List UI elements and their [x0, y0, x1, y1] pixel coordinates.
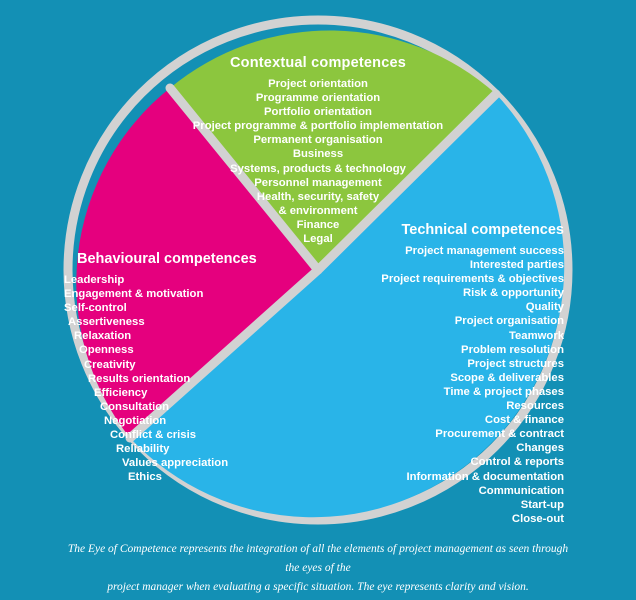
- technical-item: Teamwork: [508, 329, 564, 342]
- contextual-item: Business: [292, 148, 344, 161]
- behavioural-item: Creativity: [84, 358, 136, 371]
- behavioural-item: Assertiveness: [68, 316, 145, 329]
- caption-line-2: project manager when evaluating a specific situation. The eye represents clarity and vision.: [107, 581, 529, 593]
- contextual-item: Portfolio orientation: [264, 106, 372, 119]
- technical-item: Scope & deliverables: [450, 371, 564, 384]
- technical-competences-block: [348, 221, 564, 526]
- contextual-item: Project programme & portfolio implementation: [192, 120, 444, 133]
- contextual-heading: Contextual competences: [229, 55, 407, 71]
- behavioural-item: Negotiation: [104, 414, 167, 427]
- technical-item: Start-up: [520, 498, 564, 511]
- contextual-competences-block: [176, 54, 460, 246]
- technical-item: Close-out: [511, 512, 564, 525]
- behavioural-item: Values appreciation: [122, 457, 229, 470]
- behavioural-item: Consultation: [100, 400, 170, 413]
- technical-item: Risk & opportunity: [462, 287, 564, 300]
- behavioural-item: Engagement & motivation: [64, 288, 204, 301]
- technical-item: Changes: [516, 442, 564, 455]
- contextual-item: Personnel management: [254, 176, 382, 189]
- contextual-item: Project orientation: [268, 78, 368, 90]
- contextual-item: & environment: [278, 204, 358, 217]
- contextual-item: Finance: [296, 218, 340, 231]
- technical-item: Project management success: [405, 245, 564, 257]
- contextual-item: Permanent organisation: [253, 134, 383, 147]
- technical-item: Quality: [525, 301, 564, 314]
- technical-item: Project organisation: [454, 315, 564, 328]
- technical-item: Communication: [478, 484, 564, 497]
- technical-item: Cost & finance: [484, 414, 564, 427]
- contextual-item: Systems, products & technology: [230, 162, 406, 175]
- technical-item: Resources: [506, 400, 564, 413]
- behavioural-item: Relaxation: [74, 330, 132, 343]
- technical-item: Project requirements & objectives: [381, 273, 564, 286]
- technical-item: Procurement & contract: [435, 428, 564, 441]
- diagram-caption: [60, 540, 576, 597]
- technical-item: Information & documentation: [406, 470, 564, 483]
- technical-item: Problem resolution: [461, 343, 564, 356]
- technical-item: Project structures: [467, 357, 564, 370]
- behavioural-competences-block: [64, 250, 276, 484]
- behavioural-heading: Behavioural competences: [77, 251, 257, 267]
- technical-item: Interested parties: [469, 259, 564, 272]
- caption-line-1: The Eye of Competence represents the integration of all the elements of project management as seen through the eyes of the: [67, 543, 569, 574]
- behavioural-item: Openness: [79, 344, 134, 357]
- behavioural-item: Results orientation: [88, 372, 191, 385]
- behavioural-item: Efficiency: [94, 386, 148, 399]
- contextual-item: Legal: [303, 233, 333, 246]
- behavioural-item: Self-control: [64, 302, 127, 315]
- contextual-item: Health, security, safety: [256, 190, 380, 203]
- behavioural-item: Ethics: [128, 471, 162, 484]
- technical-item: Control & reports: [470, 456, 564, 469]
- behavioural-item: Conflict & crisis: [110, 429, 197, 442]
- contextual-item: Programme orientation: [255, 92, 381, 105]
- technical-item: Time & project phases: [443, 385, 564, 398]
- behavioural-item: Reliability: [116, 443, 170, 456]
- technical-heading: Technical competences: [401, 222, 564, 238]
- behavioural-item: Leadership: [64, 274, 125, 286]
